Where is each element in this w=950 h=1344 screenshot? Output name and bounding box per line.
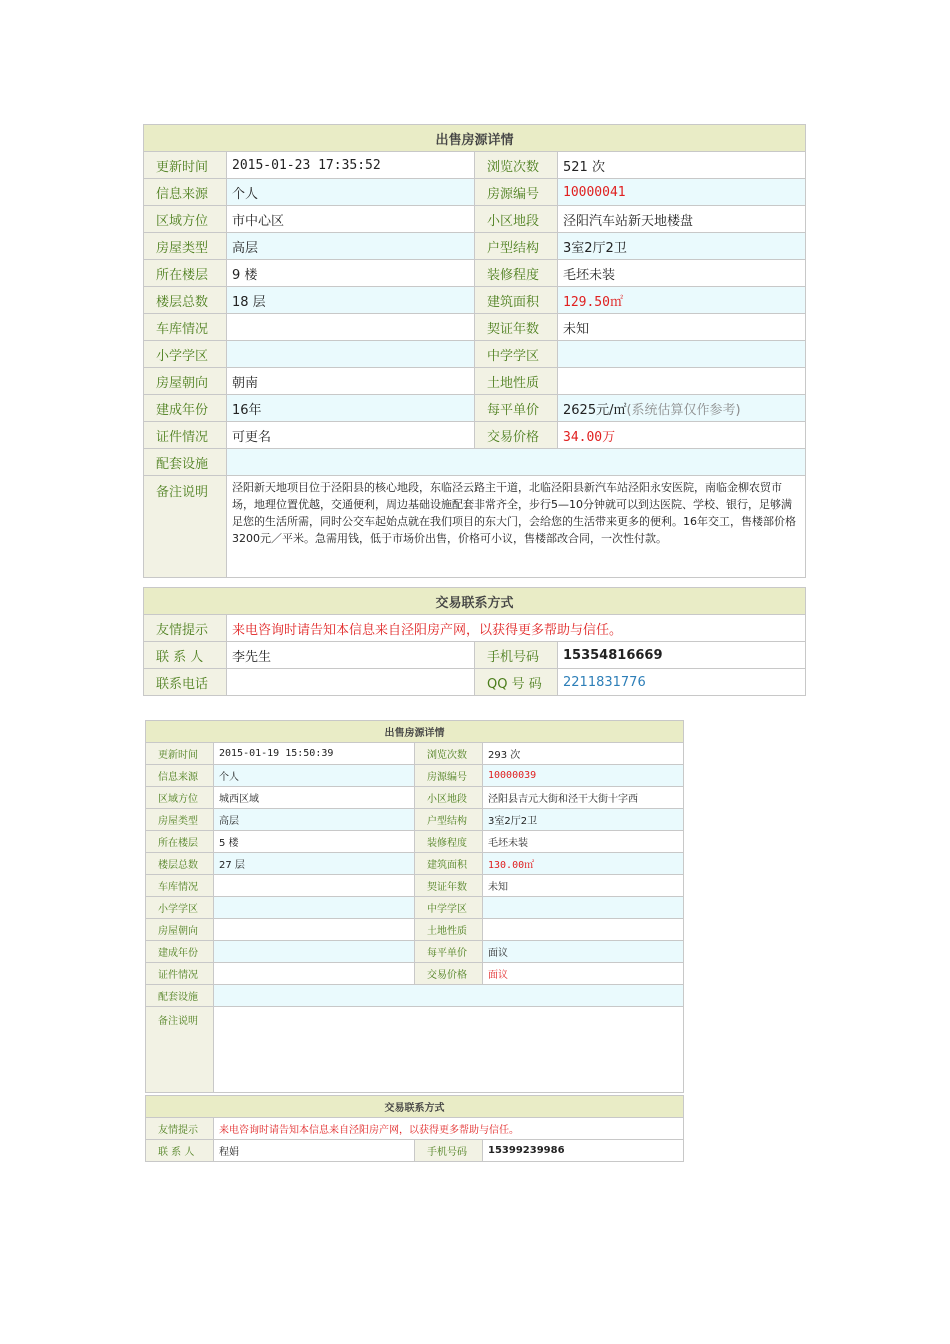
field-label: 所在楼层 [146,831,214,853]
field-label: 车库情况 [144,314,227,341]
field-label: 土地性质 [415,919,483,941]
price-value: 34.00万 [558,422,806,449]
listing-id-value: 10000039 [483,765,684,787]
notes-value [214,1007,684,1093]
table-row [146,743,684,765]
listing-id-value: 10000041 [558,179,806,206]
field-label: 更新时间 [146,743,214,765]
field-label: 证件情况 [146,963,214,985]
contact-title: 交易联系方式 [144,588,806,615]
field-label: 手机号码 [415,1140,483,1162]
unit-price-value: 2625元/㎡ [563,402,627,418]
view-count-value: 293 次 [483,743,684,765]
floor-value: 9 楼 [227,260,475,287]
field-label: 装修程度 [415,831,483,853]
contact-person-value: 程娟 [214,1140,415,1162]
table-row [146,1118,684,1140]
field-label: 车库情况 [146,875,214,897]
house-type-value: 高层 [227,233,475,260]
field-label: 备注说明 [144,476,227,578]
certificate-value: 可更名 [227,422,475,449]
unit-price-note: (系统估算仅作参考) [626,402,741,418]
table-row [146,941,684,963]
field-label: 户型结构 [415,809,483,831]
field-label: 房屋类型 [146,809,214,831]
field-label: 备注说明 [146,1007,214,1093]
source-value: 个人 [214,765,415,787]
field-label: 契证年数 [415,875,483,897]
field-label: 手机号码 [475,642,558,669]
field-label: 友情提示 [146,1118,214,1140]
field-label: 联系电话 [144,669,227,696]
update-time-value: 2015-01-19 15:50:39 [214,743,415,765]
layout-value: 3室2厅2卫 [483,809,684,831]
field-label: 中学学区 [415,897,483,919]
field-label: 楼层总数 [144,287,227,314]
garage-value [214,875,415,897]
notes-value: 泾阳新天地项目位于泾阳县的核心地段，东临泾云路主干道，北临泾阳县新汽车站泾阳永安医院，南临金柳农贸市场，地理位置优越，交通便利，周边基础设施配套非常齐全，步行5—10分钟就可以到达医院、学校、银行，足够满足您的生活所需，同时公交车起始点就在我们项目的东大门，会给您的生活带来更多的便利。16年交工，售楼部价格3200元／平米。急需用钱，低于市场价出售，价格可小议，售楼部改合同，一次性付款。 [227,476,806,578]
mobile-value: 15399239986 [483,1140,684,1162]
primary-school-value [214,897,415,919]
orientation-value: 朝南 [227,368,475,395]
field-label: 房源编号 [415,765,483,787]
certificate-value [214,963,415,985]
total-floors-value: 27 层 [214,853,415,875]
field-label: 装修程度 [475,260,558,287]
tip-value: 来电咨询时请告知本信息来自泾阳房产网，以获得更多帮助与信任。 [227,615,806,642]
field-label: 联 系 人 [146,1140,214,1162]
table-row [146,1007,684,1093]
table-row [146,1140,684,1162]
table-row [146,853,684,875]
listing-detail-table-2 [145,720,684,1093]
field-label: 建筑面积 [475,287,558,314]
field-label: 交易价格 [475,422,558,449]
field-label: 中学学区 [475,341,558,368]
house-type-value: 高层 [214,809,415,831]
field-label: 建成年份 [144,395,227,422]
listing-title: 出售房源详情 [144,125,806,152]
field-label: 区域方位 [146,787,214,809]
community-value: 泾阳汽车站新天地楼盘 [558,206,806,233]
field-label: 区域方位 [144,206,227,233]
field-label: 小学学区 [146,897,214,919]
field-label: QQ 号 码 [475,669,558,696]
table-row [146,809,684,831]
mobile-value: 15354816669 [558,642,806,669]
field-label: 房源编号 [475,179,558,206]
source-value: 个人 [227,179,475,206]
table-row [146,875,684,897]
field-label: 户型结构 [475,233,558,260]
orientation-value [214,919,415,941]
table-row [146,897,684,919]
table-row [146,831,684,853]
view-count-value: 521 次 [558,152,806,179]
deed-years-value: 未知 [483,875,684,897]
field-label: 友情提示 [144,615,227,642]
update-time-value: 2015-01-23 17:35:52 [227,152,475,179]
field-label: 契证年数 [475,314,558,341]
field-label: 联 系 人 [144,642,227,669]
field-label: 每平单价 [415,941,483,963]
field-label: 所在楼层 [144,260,227,287]
floor-value: 5 楼 [214,831,415,853]
build-year-value: 16年 [227,395,475,422]
field-label: 小区地段 [415,787,483,809]
contact-title: 交易联系方式 [146,1096,684,1118]
contact-person-value: 李先生 [227,642,475,669]
field-label: 每平单价 [475,395,558,422]
middle-school-value [483,897,684,919]
community-value: 泾阳县吉元大街和泾干大街十字西 [483,787,684,809]
deed-years-value: 未知 [558,314,806,341]
decoration-value: 毛坯未装 [483,831,684,853]
table-row [146,765,684,787]
layout-value: 3室2厅2卫 [558,233,806,260]
tip-value: 来电咨询时请告知本信息来自泾阳房产网，以获得更多帮助与信任。 [214,1118,684,1140]
field-label: 建筑面积 [415,853,483,875]
region-value: 市中心区 [227,206,475,233]
total-floors-value: 18 层 [227,287,475,314]
unit-price-value: 面议 [483,941,684,963]
field-label: 信息来源 [144,179,227,206]
field-label: 房屋类型 [144,233,227,260]
field-label: 证件情况 [144,422,227,449]
table-row [146,787,684,809]
table-row [146,919,684,941]
field-label: 配套设施 [146,985,214,1007]
field-label: 小学学区 [144,341,227,368]
listing-title: 出售房源详情 [146,721,684,743]
price-value: 面议 [483,963,684,985]
contact-table-2 [145,1095,684,1162]
table-row [146,985,684,1007]
table-row [146,963,684,985]
build-year-value [214,941,415,963]
field-label: 更新时间 [144,152,227,179]
land-type-value [483,919,684,941]
region-value: 城西区域 [214,787,415,809]
field-label: 信息来源 [146,765,214,787]
area-value: 130.00㎡ [483,853,684,875]
qq-value: 2211831776 [558,669,806,696]
field-label: 楼层总数 [146,853,214,875]
field-label: 小区地段 [475,206,558,233]
field-label: 房屋朝向 [144,368,227,395]
field-label: 配套设施 [144,449,227,476]
decoration-value: 毛坯未装 [558,260,806,287]
field-label: 土地性质 [475,368,558,395]
field-label: 浏览次数 [415,743,483,765]
field-label: 浏览次数 [475,152,558,179]
facilities-value [214,985,684,1007]
field-label: 房屋朝向 [146,919,214,941]
field-label: 建成年份 [146,941,214,963]
field-label: 交易价格 [415,963,483,985]
area-value: 129.50㎡ [558,287,806,314]
